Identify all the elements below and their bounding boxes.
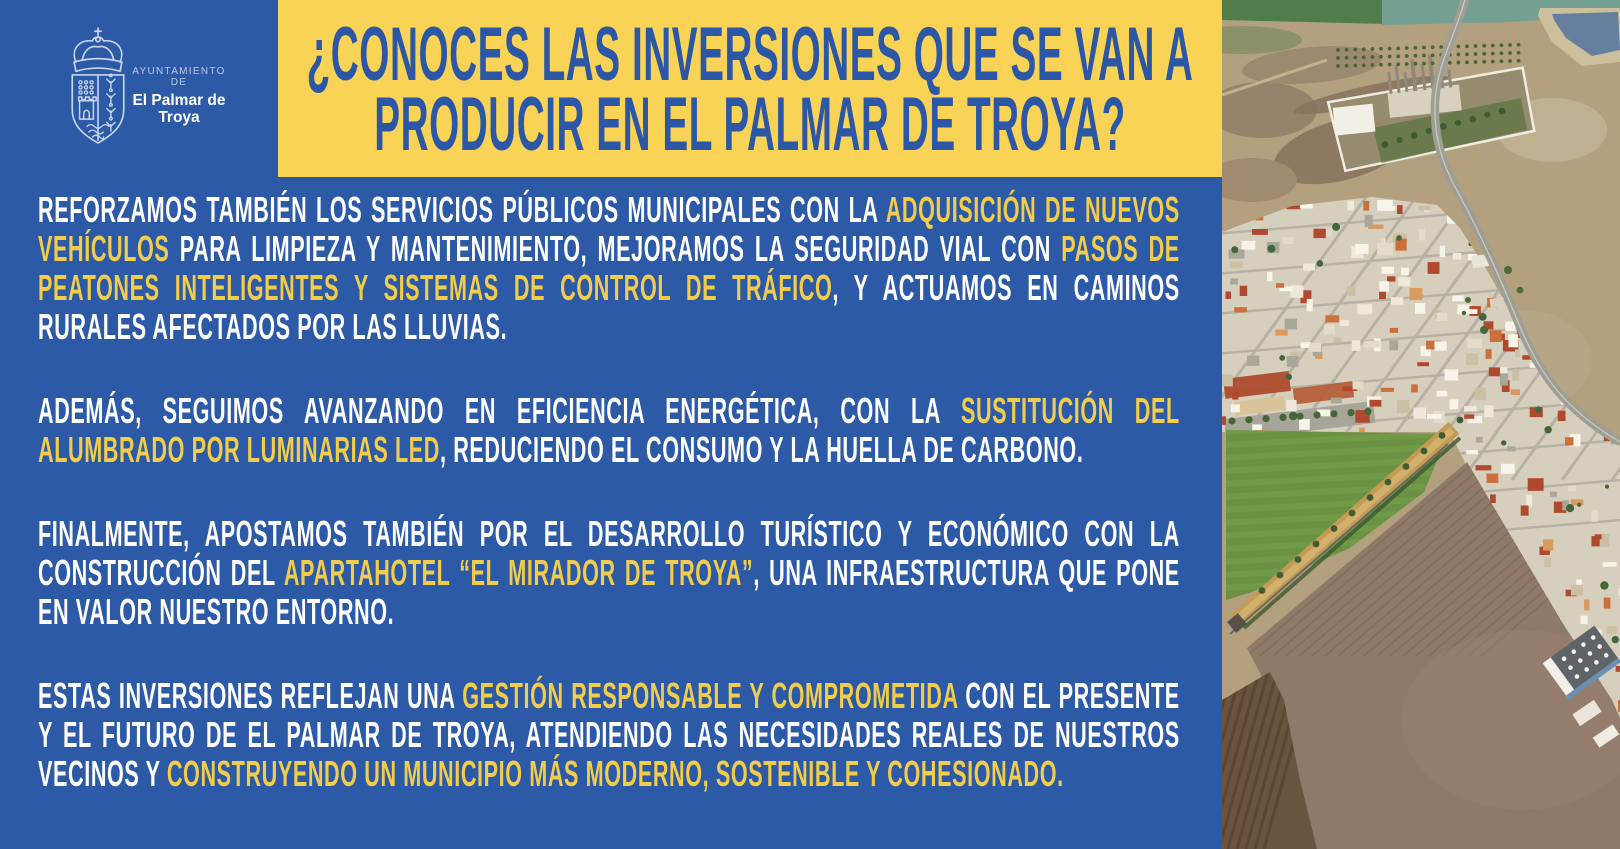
highlighted-text: ADQUISICIÓN DE NUEVOS VEHÍCULOS	[38, 189, 1180, 269]
text-segment: ESTAS INVERSIONES REFLEJAN UNA	[38, 675, 463, 716]
highlighted-text: GESTIÓN RESPONSABLE Y COMPROMETIDA	[462, 675, 958, 716]
title-line1: ¿CONOCES LAS INVERSIONES QUE SE VAN A	[306, 12, 1194, 97]
shield-chains	[79, 81, 93, 94]
aerial-photo	[1222, 0, 1620, 849]
body-paragraph	[38, 391, 1180, 469]
body-text	[38, 190, 1180, 793]
logo-name-line1: El Palmar de	[132, 92, 226, 109]
text-segment: PARA LIMPIEZA Y MANTENIMIENTO, MEJORAMOS LA SEGURIDAD VIAL CON	[169, 228, 1062, 269]
shield-sprigs	[107, 74, 115, 131]
logo-name-line2: Troya	[158, 109, 200, 126]
body-paragraph	[38, 190, 1180, 346]
logo-municipality-name	[127, 92, 231, 126]
text-segment: FINALMENTE, APOSTAMOS TAMBIÉN POR EL DESARROLLO TURÍSTICO Y ECONÓMICO CON LA CONSTRUCCIÓN DEL	[38, 513, 1180, 593]
text-segment: REFORZAMOS TAMBIÉN LOS SERVICIOS PÚBLICOS MUNICIPALES CON LA	[38, 189, 886, 230]
title-banner	[278, 0, 1222, 177]
highlighted-text: CONSTRUYENDO UN MUNICIPIO MÁS MODERNO, SOSTENIBLE Y COHESIONADO.	[166, 753, 1064, 794]
body-paragraph	[38, 514, 1180, 631]
photo-green-band	[1222, 0, 1392, 24]
text-segment: CON EL PRESENTE Y EL FUTURO DE EL PALMAR DE TROYA, ATENDIENDO LAS NECESIDADES REALES DE NUESTROS VECINOS Y	[38, 675, 1180, 794]
text-segment: , Y ACTUAMOS EN CAMINOS RURALES AFECTADOS POR LAS LLUVIAS.	[38, 267, 1180, 347]
crown-cross	[95, 28, 101, 36]
logo-text	[127, 66, 231, 126]
shield-tower	[79, 97, 96, 119]
highlighted-text: SUSTITUCIÓN DEL ALUMBRADO POR LUMINARIAS LED	[38, 390, 1180, 470]
text-segment: , REDUCIENDO EL CONSUMO Y LA HUELLA DE CARBONO.	[439, 429, 1084, 470]
highlighted-text: PASOS DE PEATONES INTELIGENTES Y SISTEMAS DE CONTROL DE TRÁFICO	[38, 228, 1180, 308]
title-line2: PRODUCIR EN EL PALMAR DE TROYA?	[374, 82, 1126, 167]
page-title	[278, 12, 1222, 167]
body-paragraph	[38, 676, 1180, 793]
crown-band	[74, 59, 122, 72]
text-segment: ADEMÁS, SEGUIMOS AVANZANDO EN EFICIENCIA ENERGÉTICA, CON LA	[38, 390, 961, 431]
logo-superline: AYUNTAMIENTO DE	[132, 66, 226, 88]
text-segment: , UNA INFRAESTRUCTURA QUE PONE EN VALOR NUESTRO ENTORNO.	[38, 552, 1180, 632]
highlighted-text: APARTAHOTEL “EL MIRADOR DE TROYA”	[283, 552, 754, 593]
